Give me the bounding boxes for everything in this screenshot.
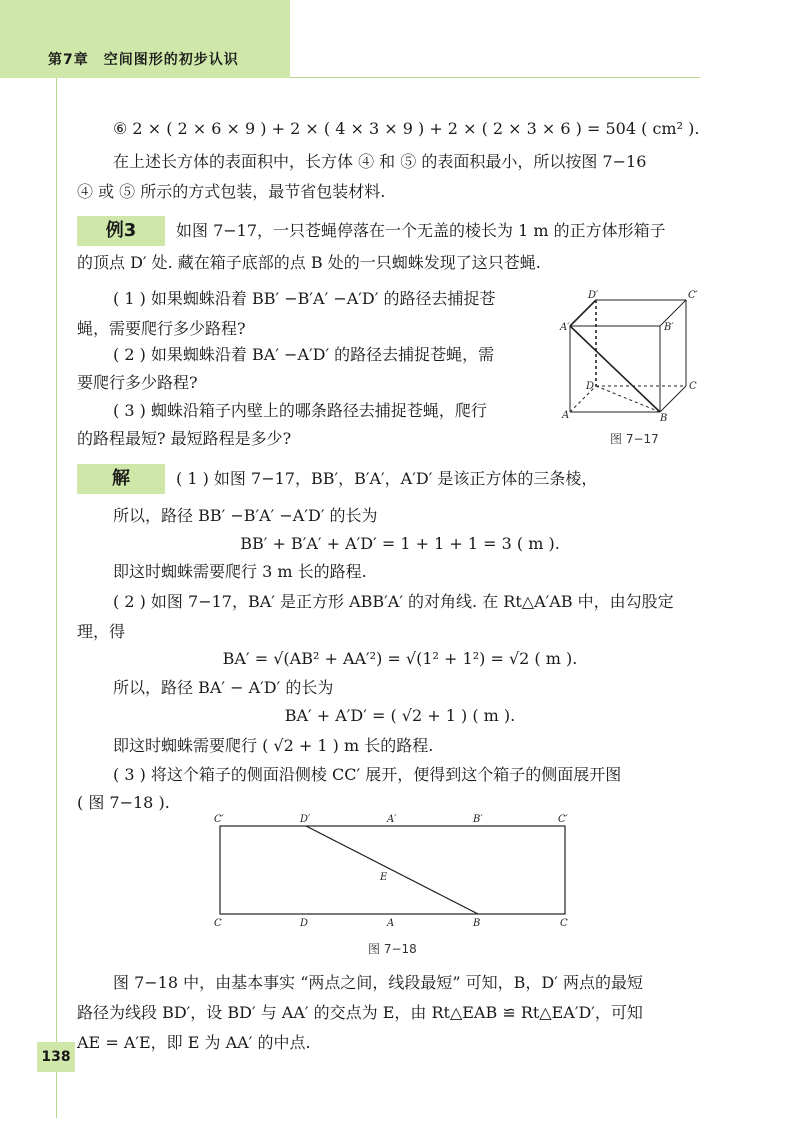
paragraph-line: ④ 或 ⑤ 所示的方式包装，最节省包装材料.	[77, 182, 386, 201]
formula-line-6: ⑥ 2 × ( 2 × 6 × 9 ) + 2 × ( 4 × 3 × 9 ) + 2 × ( 2 × 3 × 6 ) = 504 ( cm² ).	[113, 119, 700, 138]
top-label: C′	[558, 814, 568, 825]
solution-2: 所以，路径 BA′ − A′D′ 的长为	[113, 678, 334, 697]
conclusion-line: 路径为线段 BD′，设 BD′ 与 AA′ 的交点为 E，由 Rt△EAB ≌ Rt△EA′D′，可知	[77, 1003, 643, 1022]
bottom-label: B	[473, 918, 481, 929]
paragraph-line: 在上述长方体的表面积中，长方体 ④ 和 ⑤ 的表面积最小，所以按图 7−16	[113, 152, 647, 171]
solution-3: ( 图 7−18 ).	[77, 793, 170, 812]
top-label: A′	[387, 814, 397, 825]
solution-2-formula: BA′ + A′D′ = ( √2 + 1 ) ( m ).	[284, 706, 516, 725]
solution-2: 即这时蜘蛛需要爬行 ( √2 + 1 ) m 长的路程.	[113, 736, 434, 755]
solution-1-formula: BB′ + B′A′ + A′D′ = 1 + 1 + 1 = 3 ( m ).	[240, 534, 560, 553]
figure-7-17-cube	[558, 290, 708, 425]
question-2: ( 2 ) 如果蜘蛛沿着 BA′ −A′D′ 的路径去捕捉苍蝇，需	[113, 345, 495, 364]
top-label: B′	[473, 814, 483, 825]
label-B: B	[660, 413, 668, 424]
figure-7-18-unfolded	[210, 810, 580, 930]
solution-2-formula: BA′ = √(AB² + AA′²) = √(1² + 1²) = √2 ( m ).	[222, 649, 578, 668]
label-C: C	[689, 381, 697, 392]
label-Ap: A′	[560, 322, 570, 333]
question-3: 的路程最短? 最短路程是多少?	[77, 429, 292, 448]
question-1: 蝇，需要爬行多少路程?	[77, 319, 246, 338]
conclusion-line: AE = A′E，即 E 为 AA′ 的中点.	[77, 1033, 311, 1052]
example-3-text: 的顶点 D′ 处. 藏在箱子底部的点 B 处的一只蜘蛛发现了这只苍蝇.	[77, 253, 541, 272]
solution-2: 理，得	[77, 622, 126, 641]
example-3-text: 如图 7−17，一只苍蝇停落在一个无盖的棱长为 1 m 的正方体形箱子	[176, 221, 666, 240]
chapter-title: 第7章 空间图形的初步认识	[48, 52, 239, 68]
label-Cp: C′	[688, 290, 698, 301]
top-label: D′	[300, 814, 311, 825]
solution-1: 即这时蜘蛛需要爬行 3 m 长的路程.	[113, 562, 367, 581]
margin-line	[56, 78, 57, 1118]
label-A: A	[562, 410, 570, 421]
solution-1: 所以，路径 BB′ −B′A′ −A′D′ 的长为	[113, 506, 378, 525]
example-3-tag: 例3	[77, 216, 165, 246]
question-3: ( 3 ) 蜘蛛沿箱子内壁上的哪条路径去捕捉苍蝇，爬行	[113, 401, 487, 420]
label-D: D	[586, 381, 595, 392]
mid-label-E: E	[380, 872, 388, 883]
solution-tag: 解	[77, 464, 165, 494]
question-2: 要爬行多少路程?	[77, 373, 198, 392]
bottom-label: D	[300, 918, 309, 929]
solution-3: ( 3 ) 将这个箱子的侧面沿侧棱 CC′ 展开，便得到这个箱子的侧面展开图	[113, 765, 622, 784]
bottom-label: A	[387, 918, 395, 929]
header-rule	[290, 77, 700, 78]
label-Dp: D′	[588, 290, 599, 301]
solution-2: ( 2 ) 如图 7−17，BA′ 是正方形 ABB′A′ 的对角线. 在 Rt△A′AB 中，由勾股定	[113, 592, 674, 611]
page-number: 138	[37, 1042, 75, 1072]
solution-1: ( 1 ) 如图 7−17，BB′，B′A′，A′D′ 是该正方体的三条棱，	[176, 469, 598, 488]
question-1: ( 1 ) 如果蜘蛛沿着 BB′ −B′A′ −A′D′ 的路径去捕捉苍	[113, 289, 496, 308]
conclusion-line: 图 7−18 中，由基本事实 “两点之间，线段最短” 可知，B，D′ 两点的最短	[113, 973, 643, 992]
bottom-label: C	[560, 918, 568, 929]
figure-7-17-caption: 图 7−17	[610, 432, 659, 446]
top-label: C′	[214, 814, 224, 825]
label-Bp: B′	[664, 322, 674, 333]
figure-7-18-caption: 图 7−18	[368, 942, 417, 956]
bottom-label: C	[214, 918, 222, 929]
